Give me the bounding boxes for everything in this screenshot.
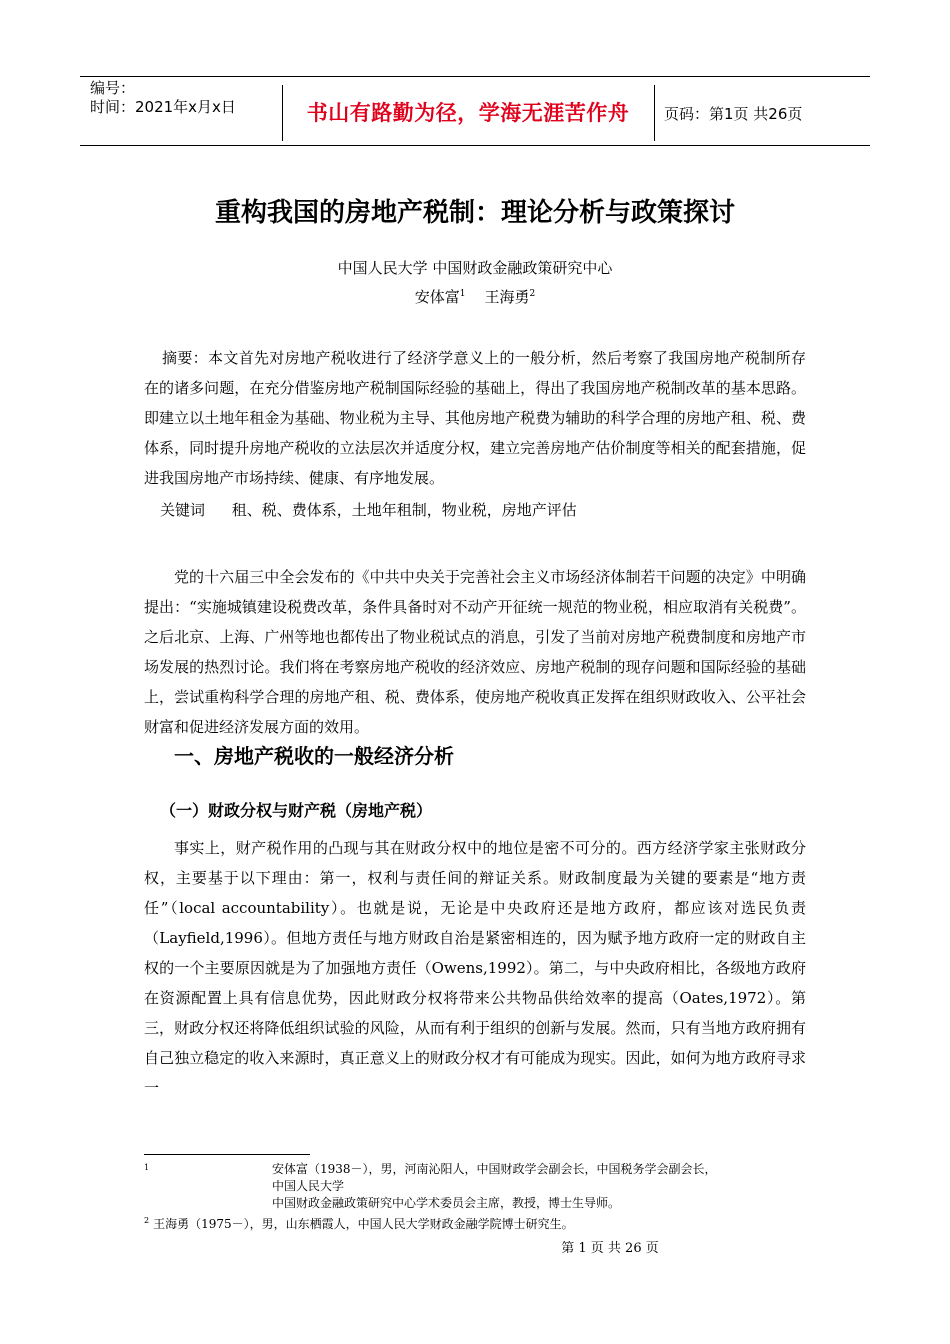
keywords-text: 租、税、费体系，土地年租制，物业税，房地产评估 bbox=[231, 501, 577, 519]
author-affiliation: 中国人民大学 中国财政金融政策研究中心 bbox=[337, 259, 613, 277]
header-page-code: 页码：第1页 共26页 bbox=[664, 105, 803, 123]
footnote-2 bbox=[144, 1212, 824, 1233]
document-number-label: 编号： bbox=[90, 79, 136, 97]
header-left bbox=[90, 79, 236, 117]
footnote-text: 王海勇（1975－），男，山东栖霞人，中国人民大学财政金融学院博士研究生。 bbox=[153, 1217, 574, 1231]
subsection-heading: （一）财政分权与财产税（房地产税） bbox=[160, 801, 433, 820]
footnote-separator bbox=[144, 1154, 310, 1155]
footnote-marker[interactable]: 1 bbox=[459, 289, 466, 299]
intro-paragraph: 党的十六届三中全会发布的《中共中央关于完善社会主义市场经济体制若干问题的决定》中明确提出：“实施城镇建设税费改革，条件具备时对不动产开征统一规范的物业税，相应取消有关税费”。之后北京、上海、广州等地也都传出了物业税试点的消息，引发了当前对房地产税费制度和房地产市场发展的热烈讨论。我们将在考察房地产税收的经济效应、房地产税制的现存问题和国际经验的基础上，尝试重构科学合理的房地产租、税、费体系，使房地产税收真正发挥在组织财政收入、公平社会财富和促进经济发展方面的效用。 bbox=[144, 568, 806, 736]
document-title: 重构我国的房地产税制：理论分析与政策探讨 bbox=[214, 198, 735, 228]
section-heading: 一、房地产税收的一般经济分析 bbox=[174, 744, 454, 768]
document-time-label: 时间：2021年x月x日 bbox=[90, 98, 236, 116]
footnote-text: 中国人民大学 bbox=[272, 1179, 345, 1193]
footnote-number: 1 bbox=[144, 1163, 150, 1172]
keywords-label: 关键词 bbox=[160, 501, 206, 519]
page-header bbox=[80, 76, 870, 146]
keywords-line bbox=[160, 495, 810, 525]
author-name: 王海勇 bbox=[484, 288, 530, 306]
header-divider bbox=[654, 85, 655, 141]
abstract-paragraph: 摘要：本文首先对房地产税收进行了经济学意义上的一般分析，然后考察了我国房地产税制所存在的诸多问题，在充分借鉴房地产税制国际经验的基础上，得出了我国房地产税制改革的基本思路。即建立以土地年租金为基础、物业税为主导、其他房地产税费为辅助的科学合理的房地产租、税、费体系，同时提升房地产税收的立法层次并适度分权，建立完善房地产估价制度等相关的配套措施，促进我国房地产市场持续、健康、有序地发展。 bbox=[144, 349, 806, 487]
page-footer: 第 1 页 共 26 页 bbox=[561, 1241, 659, 1256]
header-motto: 书山有路勤为径，学海无涯苦作舟 bbox=[306, 101, 630, 125]
footnote-text: 中国财政金融政策研究中心学术委员会主席，教授，博士生导师。 bbox=[272, 1196, 621, 1210]
author-line bbox=[0, 286, 950, 307]
footnote-number: 2 bbox=[144, 1216, 150, 1225]
footnote-text: 安体富（1938－），男，河南沁阳人，中国财政学会副会长，中国税务学会副会长， bbox=[272, 1162, 717, 1176]
footnote-marker[interactable]: 2 bbox=[529, 289, 536, 299]
body-paragraph: 事实上，财产税作用的凸现与其在财政分权中的地位是密不可分的。西方经济学家主张财政分权，主要基于以下理由：第一，权利与责任间的辩证关系。财政制度最为关键的要素是“地方责任”（local accountability）。也就是说，无论是中央政府还是地方政府，都应该对选民负责（Layfield,1996）。但地方责任与地方财政自治是紧密相连的，因为赋予地方政府一定的财政自主权的一个主要原因就是为了加强地方责任（Owens,1992）。第二，与中央政府相比，各级地方政府在资源配置上具有信息优势，因此财政分权将带来公共物品供给效率的提高（Oates,1972）。第三，财政分权还将降低组织试验的风险，从而有利于组织的创新与发展。然而，只有当地方政府拥有自己独立稳定的收入来源时，真正意义上的财政分权才有可能成为现实。因此，如何为地方政府寻求一 bbox=[144, 839, 806, 1097]
author-name: 安体富 bbox=[414, 288, 460, 306]
